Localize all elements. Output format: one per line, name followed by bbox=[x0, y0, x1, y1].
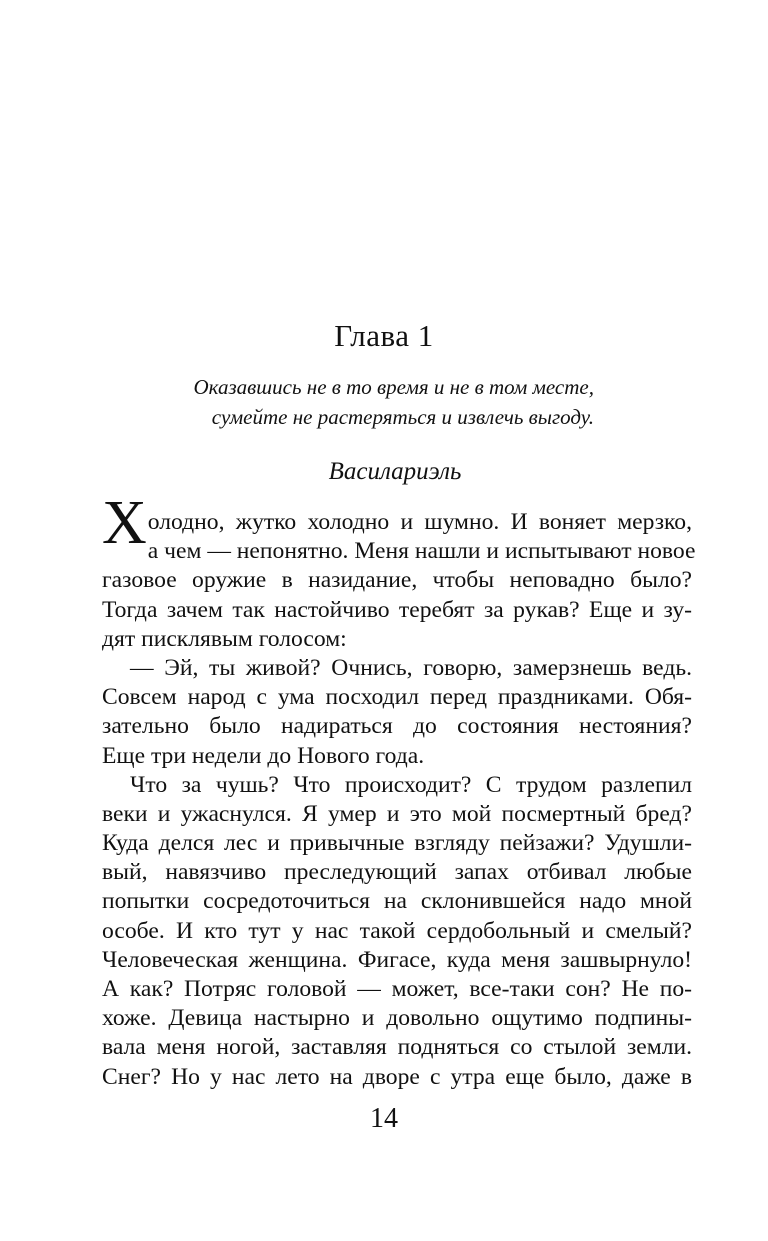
text-line: Что за чушь? Что происходит? С трудом разлепил bbox=[130, 771, 692, 798]
text-line: вала меня ногой, заставляя подняться со стылой земли. bbox=[102, 1034, 692, 1061]
text-line: Куда делся лес и привычные взгляду пейзажи? Удушли- bbox=[102, 830, 692, 857]
drop-cap: Х bbox=[102, 489, 146, 557]
text-line: попытки сосредоточиться на склонившейся надо мной bbox=[102, 888, 692, 915]
text-line: хоже. Девица настырно и довольно ощутимо подпины- bbox=[102, 1005, 692, 1032]
text-line: газовое оружие в назидание, чтобы неповадно было? bbox=[102, 567, 692, 594]
text-line: Снег? Но у нас лето на дворе с утра еще было, даже в bbox=[102, 1063, 692, 1090]
text-line: — Эй, ты живой? Очнись, говорю, замерзнешь ведь. bbox=[130, 654, 692, 681]
text-line-content: олодно, жутко холодно и шумно. И воняет мерзко, bbox=[147, 509, 692, 535]
section-subtitle: Василариэль bbox=[328, 458, 462, 485]
text-line: Совсем народ с ума посходил перед праздниками. Обя- bbox=[102, 684, 692, 711]
body-text bbox=[102, 489, 696, 1092]
text-line: зательно было надираться до состояния нестояния? bbox=[102, 713, 692, 740]
epigraph-line: сумейте не растеряться и извлечь выгоду. bbox=[211, 405, 594, 429]
text-line: Еще три недели до Нового года. bbox=[102, 742, 425, 769]
text-line: веки и ужаснулся. Я умер и это мой посмертный бред? bbox=[102, 800, 692, 827]
epigraph-line: Оказавшись не в то время и не в том месте, bbox=[193, 375, 594, 399]
chapter-title: Глава 1 bbox=[334, 318, 434, 353]
page-number: 14 bbox=[370, 1103, 398, 1134]
text-line: особе. И кто тут у нас такой сердобольный и смелый? bbox=[102, 917, 692, 944]
text-line: Тогда зачем так настойчиво теребят за рукав? Еще и зу- bbox=[102, 596, 692, 623]
epigraph bbox=[100, 372, 594, 432]
text-line: а чем — непонятно. Меня нашли и испытывают новое bbox=[147, 538, 696, 565]
text-line: дят писклявым голосом: bbox=[102, 625, 347, 652]
text-line: Человеческая женщина. Фигасе, куда меня зашвырнуло! bbox=[102, 946, 692, 973]
text-line: вый, навязчиво преследующий запах отбивал любые bbox=[102, 859, 692, 886]
text-line: А как? Потряс головой — может, все-таки сон? Не по- bbox=[102, 976, 692, 1002]
